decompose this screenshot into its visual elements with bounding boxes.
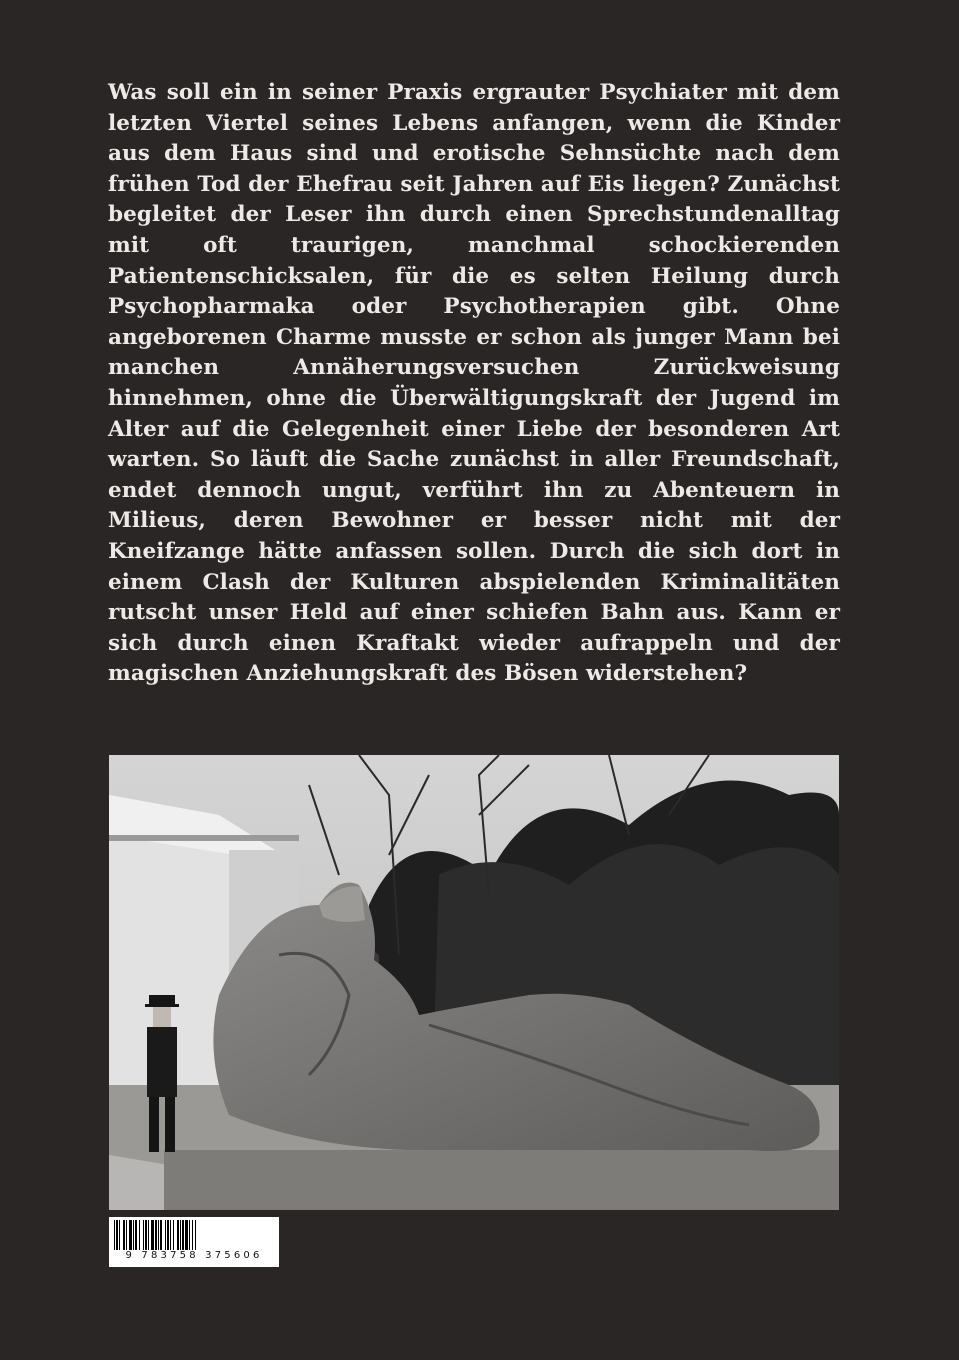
barcode-bars [114, 1220, 274, 1250]
isbn-number: 9 783758 375606 [125, 1250, 263, 1261]
isbn-barcode [109, 1217, 279, 1267]
back-cover-blurb: Was soll ein in seiner Praxis ergrauter Psychiater mit dem letzten Viertel seines Lebens anfangen, wenn die Kinder aus dem Haus sind und erotische Sehnsüchte nach dem frühen Tod der Ehefrau seit Jahren auf Eis liegen? Zunächst begleitet der Leser ihn durch einen Sprechstundenalltag mit oft traurigen, manchmal schockierenden Patientenschicksalen, für die es selten Heilung durch Psychopharmaka oder Psychotherapien gibt. Ohne angeborenen Charme musste er schon als junger Mann bei manchen Annäherungsversuchen Zurückweisung hinnehmen, ohne die Überwältigungskraft der Jugend im Alter auf die Gelegenheit einer Liebe der besonderen Art warten. So läuft die Sache zunächst in aller Freundschaft, endet dennoch ungut, verführt ihn zu Abenteuern in Milieus, deren Bewohner er besser nicht mit der Kneifzange hätte anfassen sollen. Durch die sich dort in einem Clash der Kulturen abspielenden Kriminalitäten rutscht unser Held auf einer schiefen Bahn aus. Kann er sich durch einen Kraftakt wieder aufrappeln und der magischen Anziehungskraft des Bösen widerstehen? [108, 80, 840, 687]
cover-photo [109, 755, 839, 1210]
